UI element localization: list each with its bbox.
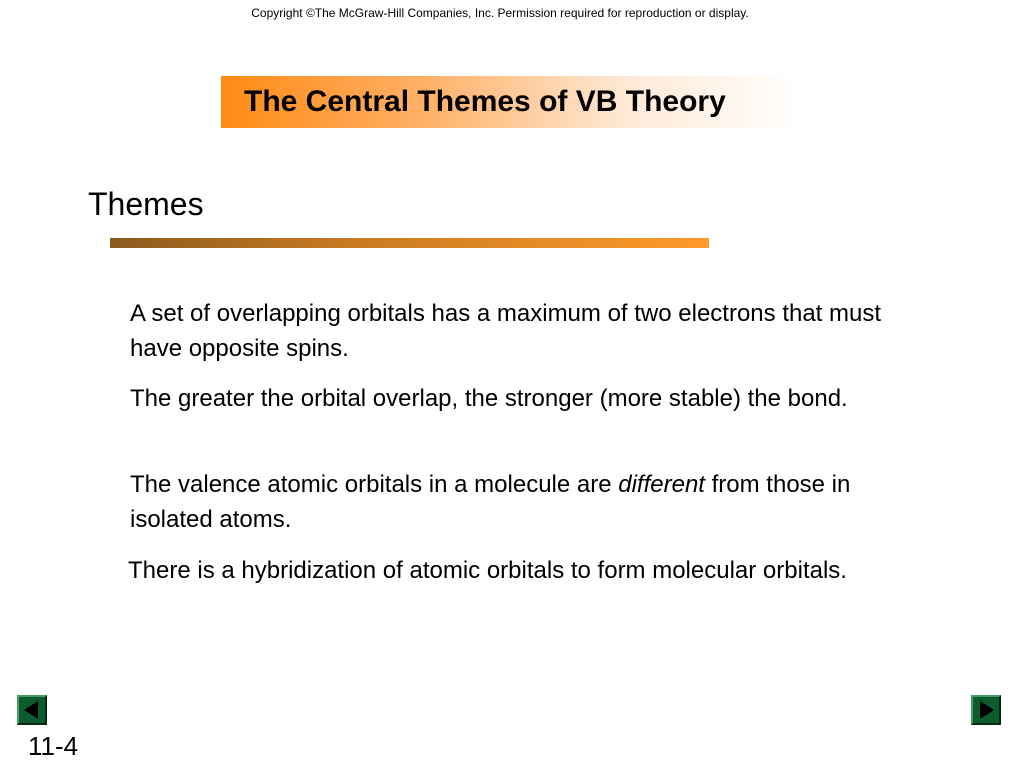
copyright-notice: Copyright ©The McGraw-Hill Companies, Inc. Permission required for reproduction or display.	[251, 6, 749, 20]
theme-paragraph-3-text-before: The valence atomic orbitals in a molecule are	[130, 471, 619, 498]
next-slide-button[interactable]	[971, 695, 1001, 725]
triangle-left-icon	[19, 697, 45, 723]
theme-paragraph-3-text-after: from those in isolated atoms.	[130, 471, 851, 533]
heading-divider	[110, 238, 709, 248]
theme-paragraph-4: There is a hybridization of atomic orbitals to form molecular orbitals.	[128, 557, 847, 584]
section-heading: Themes	[88, 186, 204, 222]
theme-paragraph-1: A set of overlapping orbitals has a maximum of two electrons that must have opposite spins.	[130, 300, 882, 362]
theme-paragraph-3-emphasis: different	[618, 471, 705, 498]
theme-paragraph-3	[130, 467, 920, 537]
slide-number: 11-4	[28, 731, 79, 761]
theme-paragraph-2: The greater the orbital overlap, the stronger (more stable) the bond.	[130, 385, 848, 412]
slide-title: The Central Themes of VB Theory	[244, 85, 726, 118]
triangle-right-icon	[973, 697, 999, 723]
previous-slide-button[interactable]	[17, 695, 47, 725]
